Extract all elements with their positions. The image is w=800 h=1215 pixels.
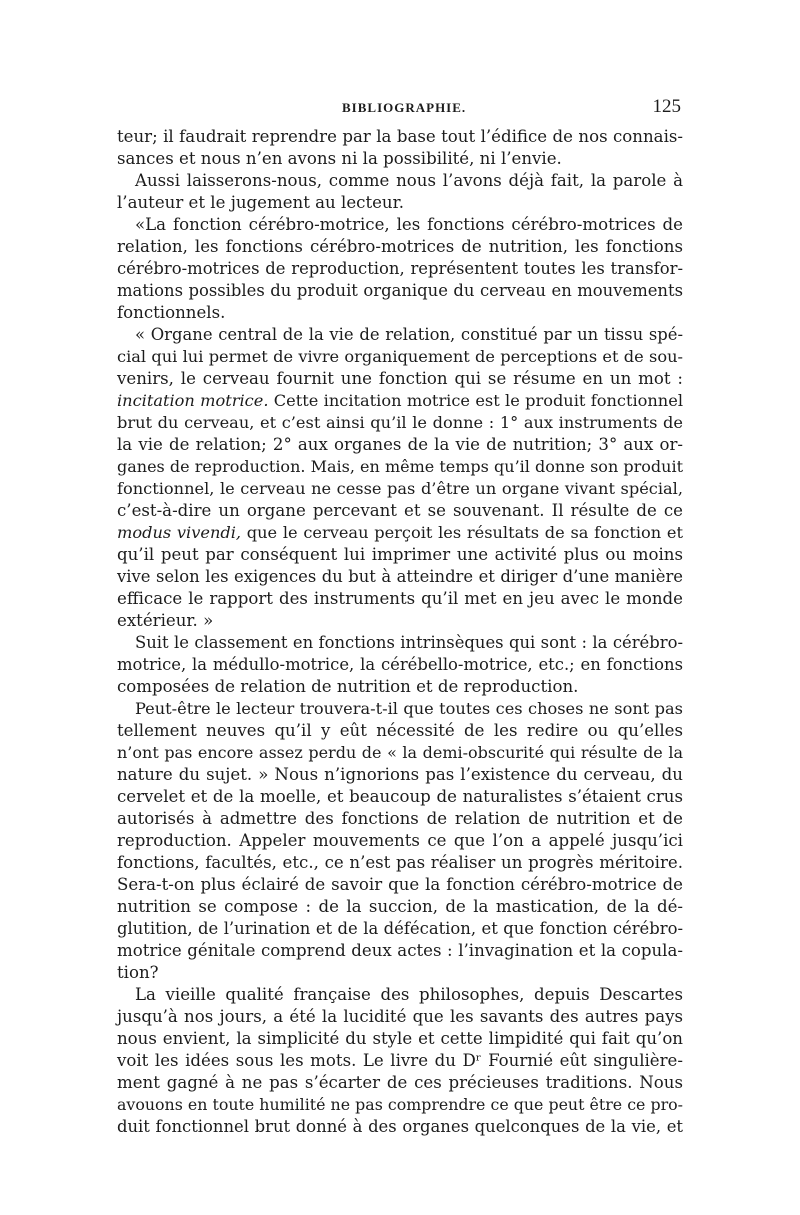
line-text: Sera-t-on plus éclairé de savoir que la fonction cérébro-motrice de	[117, 875, 683, 894]
line-text: vive selon les exigences du but à atteindre et diriger d’une manière	[117, 567, 683, 586]
line-text: extérieur. »	[117, 611, 214, 630]
line-text: mations possibles du produit organique du cerveau en mouvements	[117, 281, 683, 300]
line-text: La vieille qualité française des philosophes, depuis Descartes	[135, 985, 683, 1004]
text-line	[117, 896, 683, 918]
text-line	[117, 808, 683, 830]
text-line	[117, 456, 683, 478]
line-text: motrice génitale comprend deux actes : l’invagination et la copula-	[117, 941, 683, 960]
text-line	[117, 324, 683, 346]
line-text: Cette incitation motrice est le produit fonctionnel	[268, 391, 683, 410]
text-line	[117, 786, 683, 808]
text-line	[117, 1028, 683, 1050]
text-line	[117, 962, 683, 984]
text-line	[117, 368, 683, 390]
line-text: venirs, le cerveau fournit une fonction qui se résume en un mot :	[117, 369, 683, 388]
line-text: cervelet et de la moelle, et beaucoup de naturalistes s’étaient crus	[117, 787, 683, 806]
line-text: voit les idées sous les mots. Le livre du Dʳ Fournié eût singulière-	[117, 1051, 683, 1070]
line-text: Aussi laisserons-nous, comme nous l’avons déjà fait, la parole à	[135, 171, 683, 190]
line-text: que le cerveau perçoit les résultats de sa fonction et	[241, 523, 683, 542]
text-line	[117, 918, 683, 940]
italic-phrase: incitation motrice.	[117, 391, 269, 410]
text-line	[117, 214, 683, 236]
text-line	[117, 1094, 683, 1116]
text-line	[117, 170, 683, 192]
line-text: sances et nous n’en avons ni la possibilité, ni l’envie.	[117, 149, 562, 168]
page-header	[117, 96, 683, 122]
line-text: ment gagné à ne pas s’écarter de ces précieuses traditions. Nous	[117, 1073, 683, 1092]
line-text: « Organe central de la vie de relation, constitué par un tissu spé-	[135, 325, 683, 344]
line-text: cérébro-motrices de reproduction, représentent toutes les transfor-	[117, 259, 683, 278]
text-line	[117, 412, 683, 434]
line-text: teur; il faudrait reprendre par la base tout l’édifice de nos connais-	[117, 127, 683, 146]
line-text: fonctionnel, le cerveau ne cesse pas d’être un organe vivant spécial,	[117, 479, 683, 498]
line-text: autorisés à admettre des fonctions de relation de nutrition et de	[117, 809, 683, 828]
text-line	[117, 500, 683, 522]
text-line	[117, 126, 683, 148]
text-line	[117, 764, 683, 786]
text-line	[117, 280, 683, 302]
text-line	[117, 302, 683, 324]
text-line	[117, 588, 683, 610]
line-text: tion?	[117, 963, 159, 982]
text-line	[117, 148, 683, 170]
text-line	[117, 390, 683, 412]
line-text: brut du cerveau, et c’est ainsi qu’il le donne : 1° aux instruments de	[117, 413, 683, 432]
line-text: glutition, de l’urination et de la défécation, et que fonction cérébro-	[117, 919, 683, 938]
text-line	[117, 720, 683, 742]
line-text: composées de relation de nutrition et de reproduction.	[117, 677, 579, 696]
text-line	[117, 742, 683, 764]
body-text	[117, 126, 683, 1138]
italic-phrase: modus vivendi,	[117, 523, 242, 542]
text-line	[117, 478, 683, 500]
text-line	[117, 610, 683, 632]
line-text: Suit le classement en fonctions intrinsèques qui sont : la cérébro-	[135, 633, 683, 652]
line-text: motrice, la médullo-motrice, la cérébello-motrice, etc.; en fonctions	[117, 655, 683, 674]
page-number: 125	[652, 96, 681, 117]
text-line	[117, 1116, 683, 1138]
line-text: Peut-être le lecteur trouvera-t-il que toutes ces choses ne sont pas	[135, 699, 683, 718]
line-text: cial qui lui permet de vivre organiquement de perceptions et de sou-	[117, 347, 683, 366]
line-text: ganes de reproduction. Mais, en même temps qu’il donne son produit	[117, 457, 683, 476]
line-text: qu’il peut par conséquent lui imprimer une activité plus ou moins	[117, 545, 683, 564]
line-text: tellement neuves qu’il y eût nécessité de les redire ou qu’elles	[117, 721, 683, 740]
text-line	[117, 654, 683, 676]
text-line	[117, 566, 683, 588]
text-line	[117, 632, 683, 654]
line-text: avouons en toute humilité ne pas comprendre ce que peut être ce pro-	[117, 1095, 683, 1114]
line-text: reproduction. Appeler mouvements ce que l’on a appelé jusqu’ici	[117, 831, 683, 850]
line-text: relation, les fonctions cérébro-motrices de nutrition, les fonctions	[117, 237, 683, 256]
running-title: BIBLIOGRAPHIE.	[342, 100, 467, 115]
text-line	[117, 852, 683, 874]
text-line	[117, 544, 683, 566]
line-text: nous envient, la simplicité du style et cette limpidité qui fait qu’on	[117, 1029, 683, 1048]
text-line	[117, 874, 683, 896]
text-line	[117, 698, 683, 720]
line-text: nutrition se compose : de la succion, de la mastication, de la dé-	[117, 897, 683, 916]
text-line	[117, 984, 683, 1006]
text-line	[117, 676, 683, 698]
line-text: l’auteur et le jugement au lecteur.	[117, 193, 405, 212]
line-text: fonctions, facultés, etc., ce n’est pas réaliser un progrès méritoire.	[117, 853, 683, 872]
line-text: c’est-à-dire un organe percevant et se souvenant. Il résulte de ce	[117, 501, 683, 520]
line-text: «La fonction cérébro-motrice, les fonctions cérébro-motrices de	[135, 215, 683, 234]
line-text: nature du sujet. » Nous n’ignorions pas l’existence du cerveau, du	[117, 765, 683, 784]
line-text: efficace le rapport des instruments qu’il met en jeu avec le monde	[117, 589, 683, 608]
book-page	[117, 96, 683, 1138]
line-text: duit fonctionnel brut donné à des organes quelconques de la vie, et	[117, 1117, 683, 1136]
line-text: jusqu’à nos jours, a été la lucidité que les savants des autres pays	[117, 1007, 683, 1026]
text-line	[117, 1050, 683, 1072]
text-line	[117, 1006, 683, 1028]
text-line	[117, 434, 683, 456]
line-text: la vie de relation; 2° aux organes de la vie de nutrition; 3° aux or-	[117, 435, 683, 454]
text-line	[117, 346, 683, 368]
text-line	[117, 522, 683, 544]
text-line	[117, 830, 683, 852]
text-line	[117, 192, 683, 214]
line-text: n’ont pas encore assez perdu de « la demi-obscurité qui résulte de la	[117, 743, 683, 762]
text-line	[117, 236, 683, 258]
text-line	[117, 1072, 683, 1094]
text-line	[117, 258, 683, 280]
text-line	[117, 940, 683, 962]
line-text: fonctionnels.	[117, 303, 226, 322]
